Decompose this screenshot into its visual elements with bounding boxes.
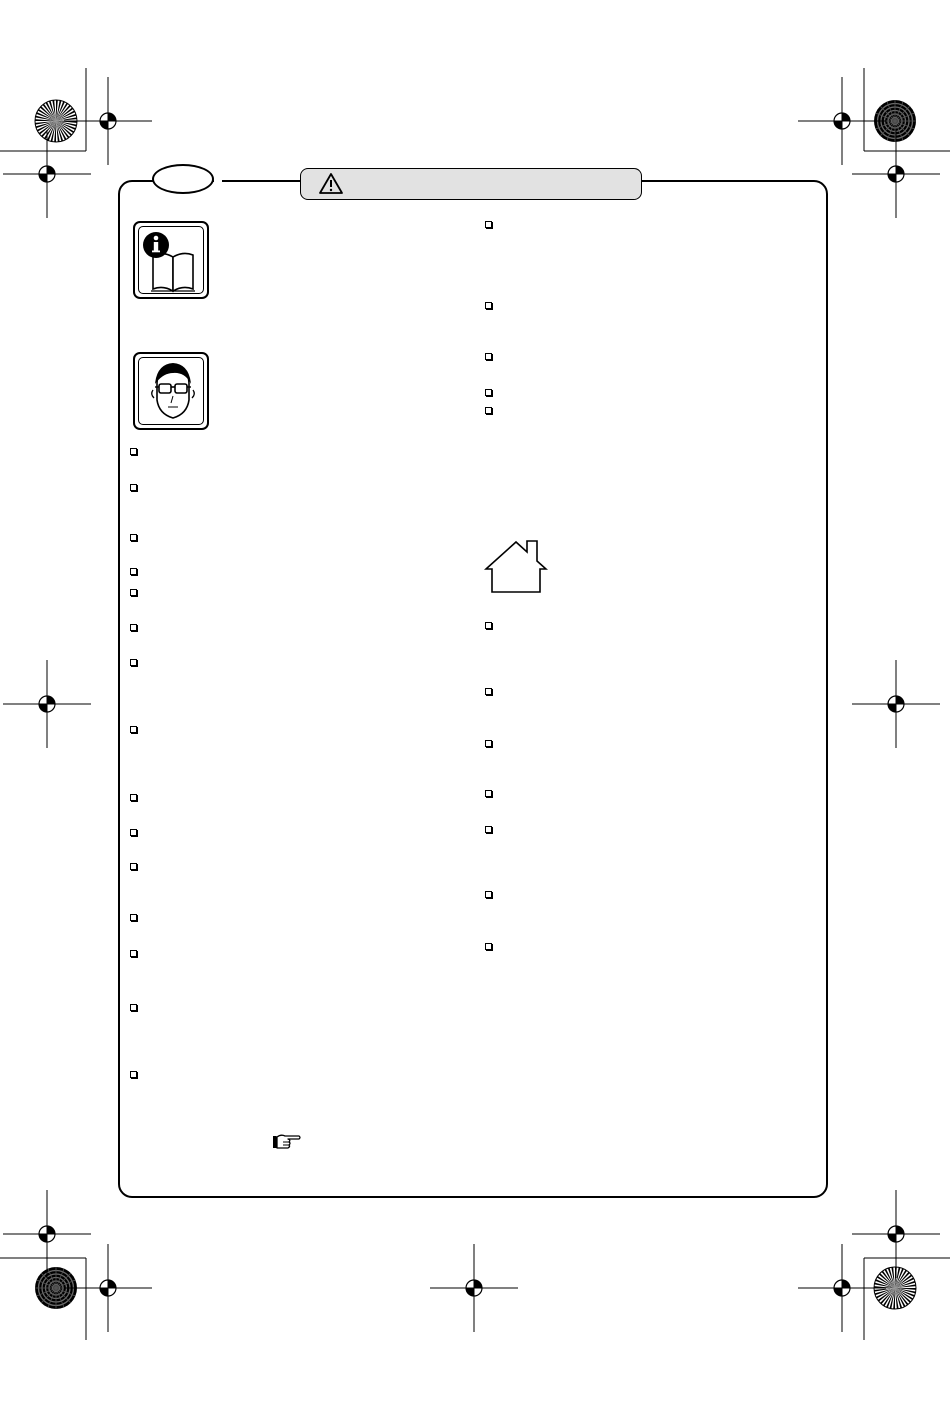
pointing-hand-icon xyxy=(272,1133,302,1151)
checkbox-bullet xyxy=(130,863,137,870)
read-instructions-icon xyxy=(133,221,209,299)
checkbox-bullet xyxy=(130,950,137,957)
checkbox-bullet xyxy=(130,484,137,491)
checkbox-bullet xyxy=(485,891,492,898)
checkbox-bullet xyxy=(485,740,492,747)
indoor-use-icon xyxy=(484,538,548,594)
checkbox-bullet xyxy=(130,1071,137,1078)
checkbox-bullet xyxy=(485,790,492,797)
checkbox-bullet xyxy=(130,726,137,733)
checkbox-bullet xyxy=(485,688,492,695)
checkbox-bullet xyxy=(130,829,137,836)
checkbox-bullet xyxy=(130,568,137,575)
warning-header-bar xyxy=(300,168,642,200)
checkbox-bullet xyxy=(130,534,137,541)
checkbox-bullet xyxy=(485,622,492,629)
checkbox-bullet xyxy=(485,826,492,833)
safety-goggles-icon xyxy=(133,352,209,430)
checkbox-bullet xyxy=(130,659,137,666)
checkbox-bullet xyxy=(485,221,492,228)
checkbox-bullet xyxy=(130,794,137,801)
checkbox-bullet xyxy=(130,624,137,631)
checkbox-bullet xyxy=(485,943,492,950)
content-frame xyxy=(118,180,828,1198)
checkbox-bullet xyxy=(485,407,492,414)
checkbox-bullet xyxy=(485,353,492,360)
checkbox-bullet xyxy=(130,589,137,596)
checkbox-bullet xyxy=(485,389,492,396)
language-tab xyxy=(152,164,214,194)
checkbox-bullet xyxy=(130,1004,137,1011)
checkbox-bullet xyxy=(130,914,137,921)
checkbox-bullet xyxy=(485,302,492,309)
checkbox-bullet xyxy=(130,448,137,455)
warning-triangle-icon xyxy=(318,172,344,196)
